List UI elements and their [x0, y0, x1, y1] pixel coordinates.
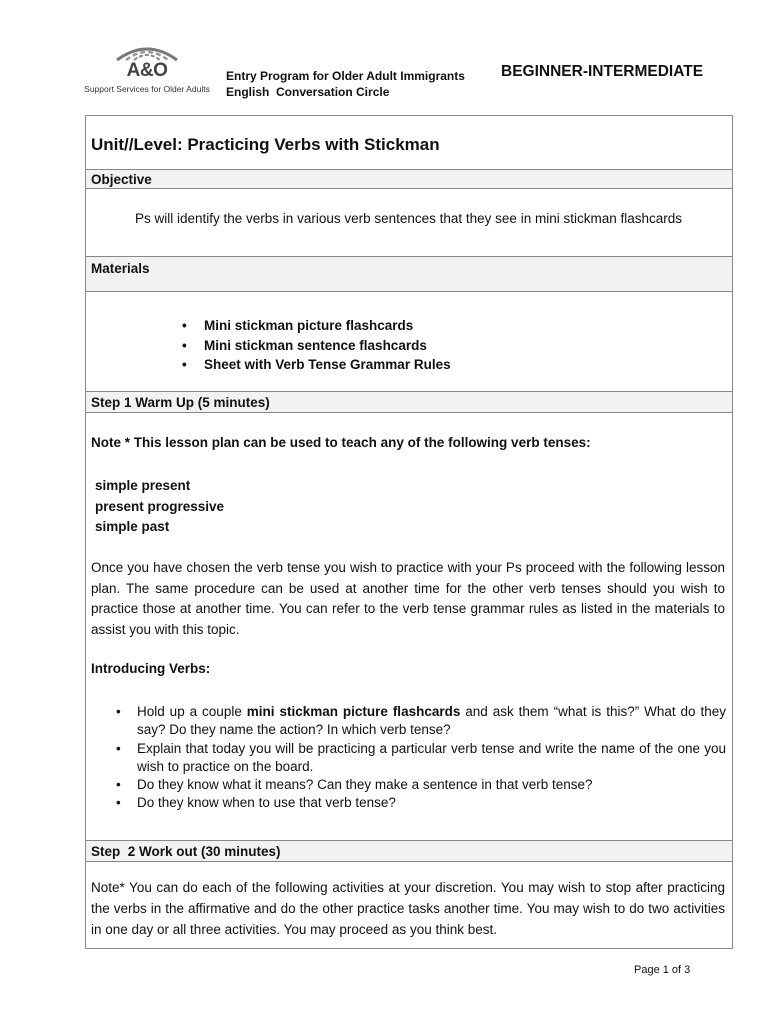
logo-text: A&O — [126, 60, 168, 81]
list-item: • Do they know when to use that verb tense? — [116, 794, 726, 812]
materials-heading: Materials — [86, 256, 732, 291]
materials-body — [86, 291, 732, 391]
list-item: • Sheet with Verb Tense Grammar Rules — [182, 355, 451, 375]
step1-note: Note * This lesson plan can be used to teach any of the following verb tenses: — [91, 435, 591, 450]
lesson-plan-table — [85, 115, 733, 949]
level-label: BEGINNER-INTERMEDIATE — [501, 63, 704, 80]
program-line-2: English Conversation Circle — [226, 85, 390, 99]
step1-heading: Step 1 Warm Up (5 minutes) — [86, 391, 732, 412]
verb-tense: simple present — [95, 478, 191, 493]
unit-title: Unit//Level: Practicing Verbs with Stickman — [91, 135, 440, 154]
introducing-verbs-list — [116, 703, 726, 813]
umbrella-logo-icon — [112, 42, 182, 62]
materials-list — [182, 316, 451, 375]
program-title — [226, 68, 465, 100]
objective-heading: Objective — [86, 169, 732, 188]
step2-paragraph: Note* You can do each of the following activities at your discretion. You may wish to stop after practicing the verbs in the affirmative and do the other practice tasks another time. You may wish to do two activities in one day or all three activities. You may proceed as you think best. — [91, 880, 725, 937]
list-item: • Mini stickman sentence flashcards — [182, 336, 451, 356]
list-item: • Mini stickman picture flashcards — [182, 316, 451, 336]
step2-heading: Step 2 Work out (30 minutes) — [86, 840, 732, 861]
verb-tense: simple past — [95, 519, 170, 534]
objective-body — [86, 188, 732, 256]
page-number: Page 1 of 3 — [634, 964, 691, 976]
step1-body — [86, 412, 732, 840]
introducing-verbs-heading: Introducing Verbs: — [91, 661, 211, 676]
organization-logo — [82, 42, 212, 98]
list-item: • Do they know what it means? Can they make a sentence in that verb tense? — [116, 776, 726, 794]
verb-tense: present progressive — [95, 498, 225, 514]
program-line-1: Entry Program for Older Adult Immigrants — [226, 69, 465, 83]
list-item: • Hold up a couple mini stickman picture flashcards and ask them “what is this?” What do they say? Do they name the action? In which verb tense? — [116, 703, 726, 740]
unit-title-row — [86, 116, 732, 169]
step2-body — [86, 861, 732, 948]
objective-text: Ps will identify the verbs in various verb sentences that they see in mini stickman flashcards — [135, 211, 682, 226]
list-item: • Explain that today you will be practicing a particular verb tense and write the name of the one you wish to practice on the board. — [116, 740, 726, 777]
verb-tense-list — [95, 476, 224, 538]
step1-paragraph: Once you have chosen the verb tense you wish to practice with your Ps proceed with the following lesson plan. The same procedure can be used at another time for the other verb tenses should you wish to practice those at another time. You can refer to the verb tense grammar rules as listed in the materials to assist you with this topic. — [91, 560, 725, 637]
logo-subtitle: Support Services for Older Adults — [84, 84, 210, 94]
